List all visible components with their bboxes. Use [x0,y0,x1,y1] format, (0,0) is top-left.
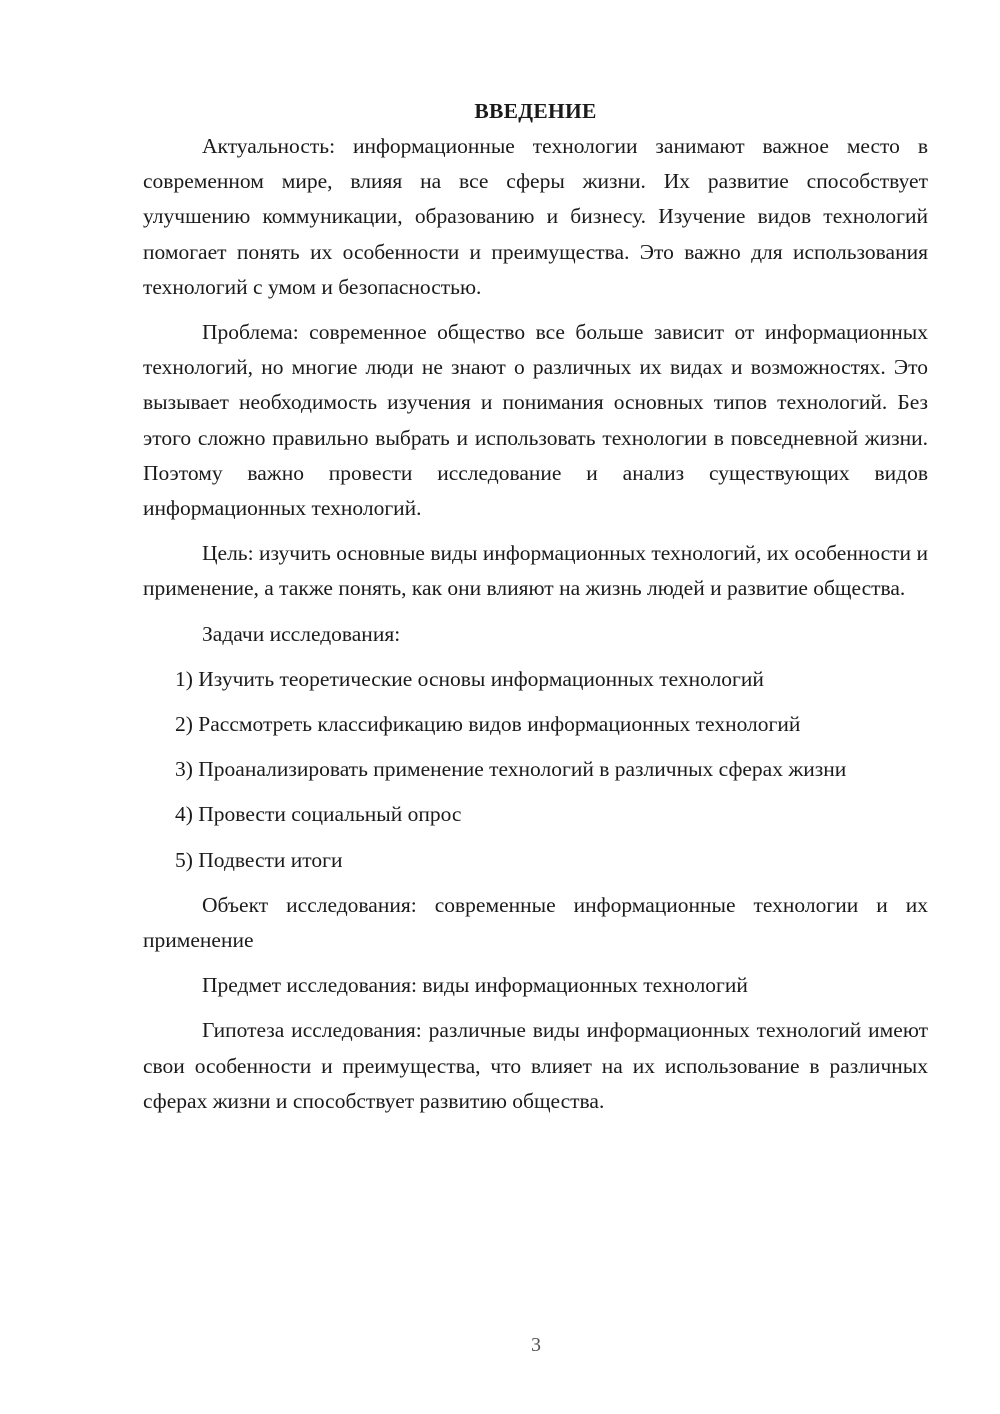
object-paragraph: Объект исследования: современные информационные технологии и их применение [143,892,928,953]
tasks-heading: Задачи исследования: [202,621,401,646]
goal-paragraph: Цель: изучить основные виды информационных технологий, их особенности и применение, а также понять, как они влияют на жизнь людей и развитие общества. [143,541,928,601]
task-item: 4) Провести социальный опрос [175,802,462,827]
section-title: ВВЕДЕНИЕ [474,99,597,123]
relevance-paragraph: Актуальность: информационные технологии занимают важное место в современном мире, влияя на все сферы жизни. Их развитие способствует улучшению коммуникации, образованию и бизнесу. Изучение видов технологий помогает понять их особенности и преимущества. Это важно для использования технологий с умом и безопасностью. [143,134,928,299]
problem-paragraph: Проблема: современное общество все больше зависит от информационных технологий, но многие люди не знают о различных их видах и возможностях. Это вызывает необходимость изучения и понимания основных типов технологий. Без этого сложно правильно выбрать и использовать технологии в повседневной жизни. Поэтому важно провести исследование и анализ существующих видов информационных технологий. [143,320,928,521]
page-content [143,94,928,1129]
task-item: 2) Рассмотреть классификацию видов информационных технологий [175,712,801,737]
task-item: 1) Изучить теоретические основы информационных технологий [175,666,764,691]
task-item: 5) Подвести итоги [175,847,343,872]
page-number: 3 [531,1334,541,1356]
task-item: 3) Проанализировать применение технологий в различных сферах жизни [175,757,847,782]
hypothesis-paragraph: Гипотеза исследования: различные виды информационных технологий имеют свои особенности и преимущества, что влияет на их использование в различных сферах жизни и способствует развитию общества. [143,1018,928,1113]
subject-paragraph: Предмет исследования: виды информационных технологий [202,973,748,998]
